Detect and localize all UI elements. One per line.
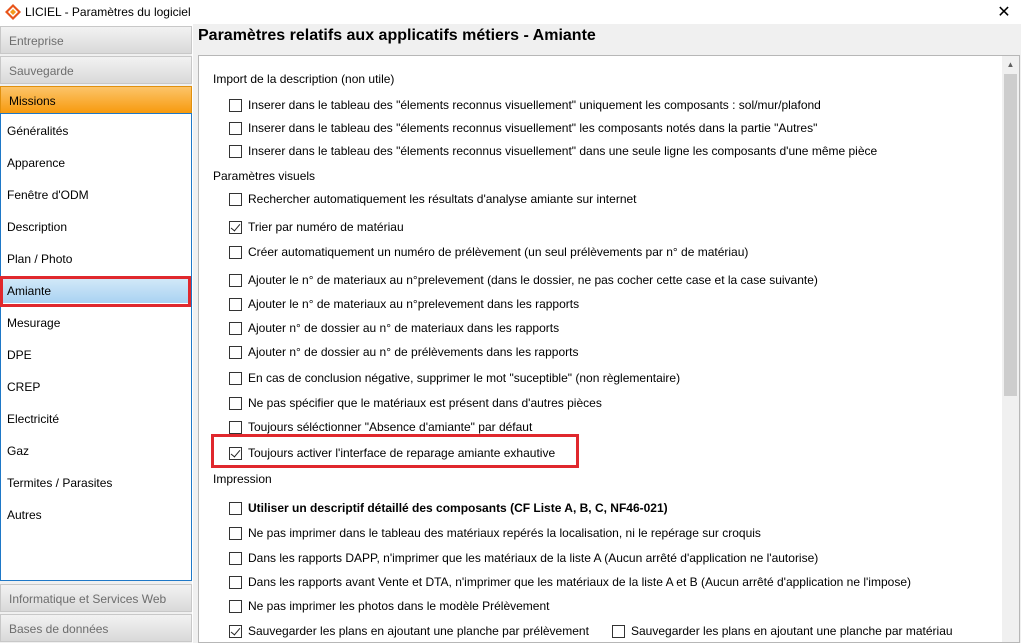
checkbox-checked[interactable]	[229, 221, 242, 234]
nav-group-sauvegarde[interactable]: Sauvegarde	[0, 56, 192, 84]
section-label-visuels: Paramètres visuels	[213, 169, 316, 183]
option-planche-par-prelevement[interactable]: Sauvegarder les plans en ajoutant une planche par prélèvement	[229, 623, 589, 639]
section-label-import: Import de la description (non utile)	[213, 72, 395, 86]
option-trier-numero-materiau[interactable]: Trier par numéro de matériau	[229, 219, 404, 235]
nav-item-plan-photo[interactable]: Plan / Photo	[7, 252, 73, 266]
option-import-meme-piece[interactable]: Inserer dans le tableau des "élements reconnus visuellement" dans une seule ligne les composants d'une même pièce	[229, 143, 877, 159]
nav-group-informatique[interactable]: Informatique et Services Web	[0, 584, 192, 612]
window-title: LICIEL - Paramètres du logiciel	[25, 5, 191, 19]
checkbox[interactable]	[229, 421, 242, 434]
close-icon: ✕	[997, 4, 1011, 21]
nav-item-amiante[interactable]: Amiante	[2, 279, 190, 303]
option-dapp-liste-a[interactable]: Dans les rapports DAPP, n'imprimer que les matériaux de la liste A (Aucun arrêté d'application ne l'autorise)	[229, 550, 818, 566]
checkbox[interactable]	[229, 600, 242, 613]
checkbox[interactable]	[229, 552, 242, 565]
nav-item-description[interactable]: Description	[7, 220, 68, 234]
checkbox-checked[interactable]	[229, 447, 242, 460]
options-panel	[198, 55, 1020, 643]
option-ne-pas-specifier-autres-pieces[interactable]: Ne pas spécifier que le matériaux est présent dans d'autres pièces	[229, 395, 602, 411]
option-ne-pas-imprimer-photos[interactable]: Ne pas imprimer les photos dans le modèle Prélèvement	[229, 598, 549, 614]
close-button[interactable]	[987, 0, 1021, 24]
option-interface-reparage-exhautive[interactable]: Toujours activer l'interface de reparage amiante exhautive	[229, 445, 555, 461]
option-vente-dta-liste-a-b[interactable]: Dans les rapports avant Vente et DTA, n'imprimer que les matériaux de la liste A et B (Aucun arrêté d'application ne l'impose)	[229, 574, 911, 590]
checkbox[interactable]	[612, 625, 625, 638]
option-creer-numero-prelevement[interactable]: Créer automatiquement un numéro de prélèvement (un seul prélèvements par n° de matériau)	[229, 244, 748, 260]
checkbox[interactable]	[229, 346, 242, 359]
scrollbar-thumb[interactable]	[1004, 74, 1017, 396]
nav-item-autres[interactable]: Autres	[7, 508, 42, 522]
vertical-scrollbar[interactable]	[1002, 56, 1019, 642]
option-dossier-materiaux-rapports[interactable]: Ajouter n° de dossier au n° de materiaux dans les rapports	[229, 320, 559, 336]
option-absence-amiante-defaut[interactable]: Toujours séléctionner "Absence d'amiante" par défaut	[229, 419, 532, 435]
nav-item-dpe[interactable]: DPE	[7, 348, 32, 362]
option-planche-par-materiau[interactable]: Sauvegarder les plans en ajoutant une planche par matériau	[612, 623, 953, 639]
option-recherche-resultats-internet[interactable]: Rechercher automatiquement les résultats d'analyse amiante sur internet	[229, 191, 637, 207]
checkbox[interactable]	[229, 274, 242, 287]
checkbox[interactable]	[229, 372, 242, 385]
checkbox-checked[interactable]	[229, 625, 242, 638]
checkbox[interactable]	[229, 322, 242, 335]
chevron-up-icon: ▲	[1006, 60, 1015, 69]
option-descriptif-detaille[interactable]: Utiliser un descriptif détaillé des composants (CF Liste A, B, C, NF46-021)	[229, 500, 668, 516]
nav-item-apparence[interactable]: Apparence	[7, 156, 66, 170]
checkbox[interactable]	[229, 527, 242, 540]
option-ne-pas-imprimer-localisation[interactable]: Ne pas imprimer dans le tableau des matériaux repérés la localisation, ni le repérage sur croquis	[229, 525, 761, 541]
checkbox[interactable]	[229, 122, 242, 135]
title-bar	[0, 0, 1021, 24]
checkbox[interactable]	[229, 298, 242, 311]
liciel-logo-icon	[5, 4, 21, 20]
nav-item-fenetre-odm[interactable]: Fenêtre d'ODM	[7, 188, 89, 202]
option-import-autres[interactable]: Inserer dans le tableau des "élements reconnus visuellement" les composants notés dans la partie "Autres"	[229, 120, 817, 136]
nav-group-bases-de-donnees[interactable]: Bases de données	[0, 614, 192, 642]
nav-item-generalites[interactable]: Généralités	[7, 124, 69, 138]
nav-group-entreprise[interactable]: Entreprise	[0, 26, 192, 54]
option-materiaux-prelevement-rapports[interactable]: Ajouter le n° de materiaux au n°prelevement dans les rapports	[229, 296, 579, 312]
nav-item-electricite[interactable]: Electricité	[7, 412, 60, 426]
nav-item-mesurage[interactable]: Mesurage	[7, 316, 61, 330]
settings-navigation	[0, 26, 192, 643]
section-label-impression: Impression	[213, 472, 272, 486]
option-import-sol-mur-plafond[interactable]: Inserer dans le tableau des "élements reconnus visuellement" uniquement les composants : sol/mur/plafond	[229, 97, 821, 113]
nav-item-gaz[interactable]: Gaz	[7, 444, 30, 458]
option-dossier-prelevements-rapports[interactable]: Ajouter n° de dossier au n° de prélèvements dans les rapports	[229, 344, 578, 360]
nav-item-crep[interactable]: CREP	[7, 380, 41, 394]
checkbox[interactable]	[229, 502, 242, 515]
checkbox[interactable]	[229, 99, 242, 112]
option-supprimer-suceptible[interactable]: En cas de conclusion négative, supprimer le mot "suceptible" (non règlementaire)	[229, 370, 680, 386]
option-ajouter-materiaux-prelevement[interactable]: Ajouter le n° de materiaux au n°prelevement (dans le dossier, ne pas cocher cette case et la case suivante)	[229, 272, 818, 288]
checkbox[interactable]	[229, 246, 242, 259]
checkbox[interactable]	[229, 397, 242, 410]
settings-content	[193, 24, 1021, 643]
checkbox[interactable]	[229, 193, 242, 206]
page-title: Paramètres relatifs aux applicatifs métiers - Amiante	[198, 27, 596, 44]
checkbox[interactable]	[229, 576, 242, 589]
missions-item-list	[0, 113, 192, 581]
scroll-up-button[interactable]	[1002, 56, 1019, 73]
nav-item-termites-parasites[interactable]: Termites / Parasites	[7, 476, 113, 490]
checkbox[interactable]	[229, 145, 242, 158]
nav-group-missions[interactable]: Missions	[0, 86, 192, 114]
